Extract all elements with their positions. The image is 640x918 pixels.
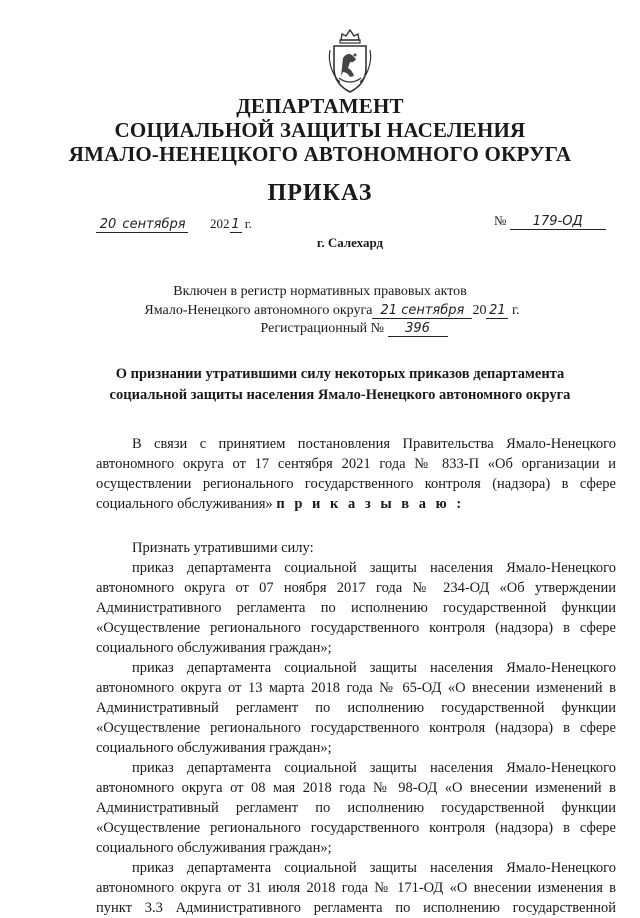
order-date-year-suffix: 1 — [231, 217, 240, 232]
order-subject-line1: О признании утратившими силу некоторых приказов департамента — [115, 366, 565, 382]
registry-line2 — [12, 301, 640, 321]
registry-year-suffix: 21 — [486, 303, 508, 319]
department-name-line2: СОЦИАЛЬНОЙ ЗАЩИТЫ НАСЕЛЕНИЯ — [114, 118, 526, 142]
order-date — [96, 213, 296, 233]
order-number-value: 179-ОД — [510, 214, 606, 230]
order-city: г. Салехард — [316, 235, 384, 250]
registry-year-prefix: 20 — [472, 303, 487, 318]
department-name-line1: ДЕПАРТАМЕНТ — [236, 94, 404, 118]
repealed-item-2: приказ департамента социальной защиты населения Ямало-Ненецкого автономного округа от 13 марта 2018 года № 65-ОД «О внесении изменений в Административный регламент по исполнению государственной функции «Осуществление регионального государственного контроля (надзора) в сфере социального обслуживания граждан»; — [96, 660, 616, 756]
repealed-item-4: приказ департамента социальной защиты населения Ямало-Ненецкого автономного округа от 31 июля 2018 года № 171-ОД «О внесении изменения в пункт 3.3 Административного регламента по исполнению государственной — [96, 860, 616, 916]
preamble-paragraph — [96, 434, 616, 514]
order-number — [494, 213, 624, 230]
preamble-text: В связи с принятием постановления Правительства Ямало-Ненецкого автономного округа от 17 сентября 2021 года № 833-П «Об организации и осуществлении регионального государственного контроля (надзора) в сфере социального обслуживания» — [96, 436, 616, 512]
order-date-day: 20 — [96, 217, 120, 233]
order-date-year-unit: г. — [244, 216, 252, 231]
registry-line1: Включен в регистр нормативных правовых актов — [173, 284, 467, 299]
recognize-heading: Признать утратившими силу: — [132, 540, 314, 556]
registry-number-value: 396 — [388, 321, 448, 337]
registry-date-handwritten: 21 сентября — [372, 303, 472, 319]
preamble-order-word: п р и к а з ы в а ю : — [276, 496, 465, 512]
order-date-year-prefix: 202 — [210, 216, 230, 231]
repealed-item-1: приказ департамента социальной защиты населения Ямало-Ненецкого автономного округа от 07 ноября 2017 года № 234-ОД «Об утверждении Административного регламента по исполнению государственной функции «Осуществление регионального государственного контроля (надзора) в сфере социального обслуживания граждан»; — [96, 560, 616, 656]
order-date-spacer — [188, 213, 210, 228]
registry-year-unit: г. — [511, 303, 520, 318]
registry-number-label: Регистрационный № — [260, 321, 384, 336]
order-subject-line2: социальной защиты населения Ямало-Ненецкого автономного округа — [109, 387, 571, 403]
document-type-title: ПРИКАЗ — [267, 180, 373, 206]
registry-line3 — [34, 319, 640, 339]
order-number-label: № — [494, 213, 507, 228]
order-body — [96, 434, 616, 918]
department-name-line3: ЯМАЛО-НЕНЕЦКОГО АВТОНОМНОГО ОКРУГА — [68, 142, 572, 166]
coat-of-arms-emblem — [327, 28, 373, 96]
repealed-item-3: приказ департамента социальной защиты населения Ямало-Ненецкого автономного округа от 08 мая 2018 года № 98-ОД «О внесении изменений в Административный регламент по исполнению государственной функции «Осуществление регионального государственного контроля (надзора) в сфере социального обслуживания граждан»; — [96, 760, 616, 856]
registry-region: Ямало-Ненецкого автономного округа — [144, 303, 373, 318]
order-date-month: сентября — [120, 217, 188, 233]
